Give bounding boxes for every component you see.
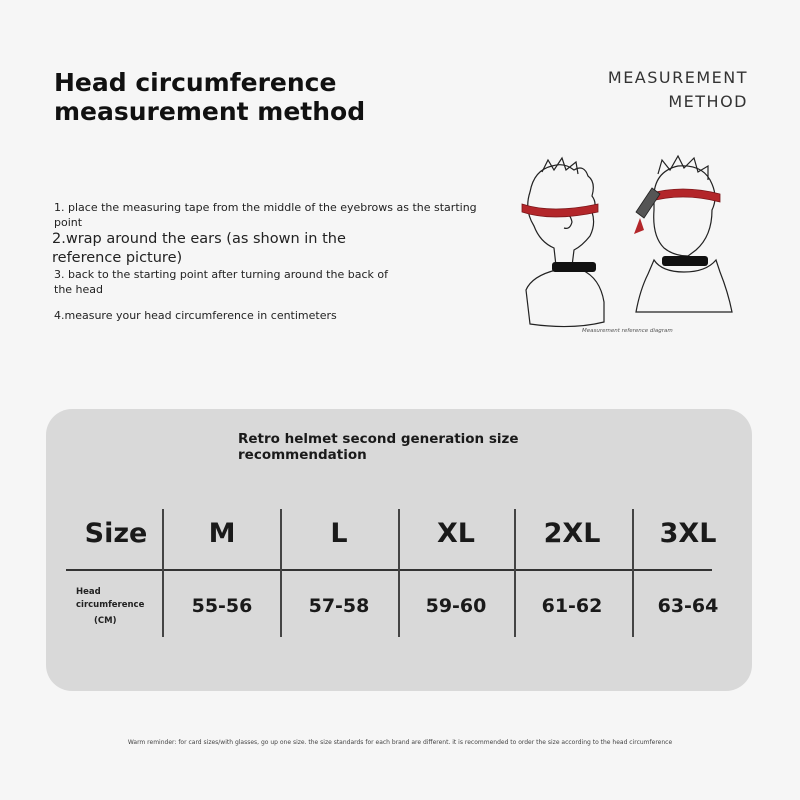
side-view-collar <box>552 262 596 272</box>
size-header-label: Size <box>84 518 148 549</box>
side-view-head <box>526 158 604 327</box>
corner-label <box>608 66 748 114</box>
size-3xl: 3XL <box>659 518 717 549</box>
page-title <box>54 68 384 126</box>
front-view-collar <box>662 256 708 266</box>
title-line-1: Head circumference <box>54 68 337 97</box>
step-4: 4.measure your head circumference in centimeters <box>54 309 337 322</box>
row-label-line-2: circumference <box>76 600 145 610</box>
column-divider <box>514 509 516 637</box>
tape-roll <box>636 188 660 218</box>
row-label-line-1: Head <box>76 587 101 597</box>
size-xl: XL <box>436 518 476 549</box>
size-l: L <box>330 518 348 549</box>
size-m: M <box>208 518 236 549</box>
range-m: 55-56 <box>191 595 253 617</box>
size-card-title-line-1: Retro helmet second generation size <box>238 431 519 447</box>
row-label-unit: (CM) <box>94 616 117 626</box>
step-3: 3. back to the starting point after turning around the back of the head <box>54 268 388 296</box>
step-2: 2.wrap around the ears (as shown in the reference picture) <box>52 231 346 266</box>
tape-end <box>634 218 644 234</box>
size-card-title-line-2: recommendation <box>238 447 367 463</box>
corner-line-1: MEASUREMENT <box>607 68 748 87</box>
size-2xl: 2XL <box>543 518 601 549</box>
size-card-title <box>238 431 538 463</box>
size-card <box>46 409 752 691</box>
column-divider <box>398 509 400 637</box>
warm-reminder-footnote: Warm reminder: for card sizes/with glasses, go up one size. the size standards for each brand are different. it is recommended to order the size according to the head circumference <box>127 739 673 746</box>
column-divider <box>632 509 634 637</box>
side-view-tape <box>522 204 598 217</box>
illustration-caption: Measurement reference diagram <box>582 328 673 334</box>
range-3xl: 63-64 <box>657 595 719 617</box>
column-divider <box>280 509 282 637</box>
range-l: 57-58 <box>308 595 370 617</box>
step-1: 1. place the measuring tape from the middle of the eyebrows as the starting point <box>54 201 477 229</box>
front-view-head <box>636 156 732 312</box>
measurement-illustration <box>512 152 742 344</box>
range-2xl: 61-62 <box>541 595 603 617</box>
column-divider <box>162 509 164 637</box>
head-circumference-label <box>76 586 156 628</box>
corner-line-2: METHOD <box>668 92 748 111</box>
range-xl: 59-60 <box>425 595 487 617</box>
title-line-2: measurement method <box>54 97 366 126</box>
